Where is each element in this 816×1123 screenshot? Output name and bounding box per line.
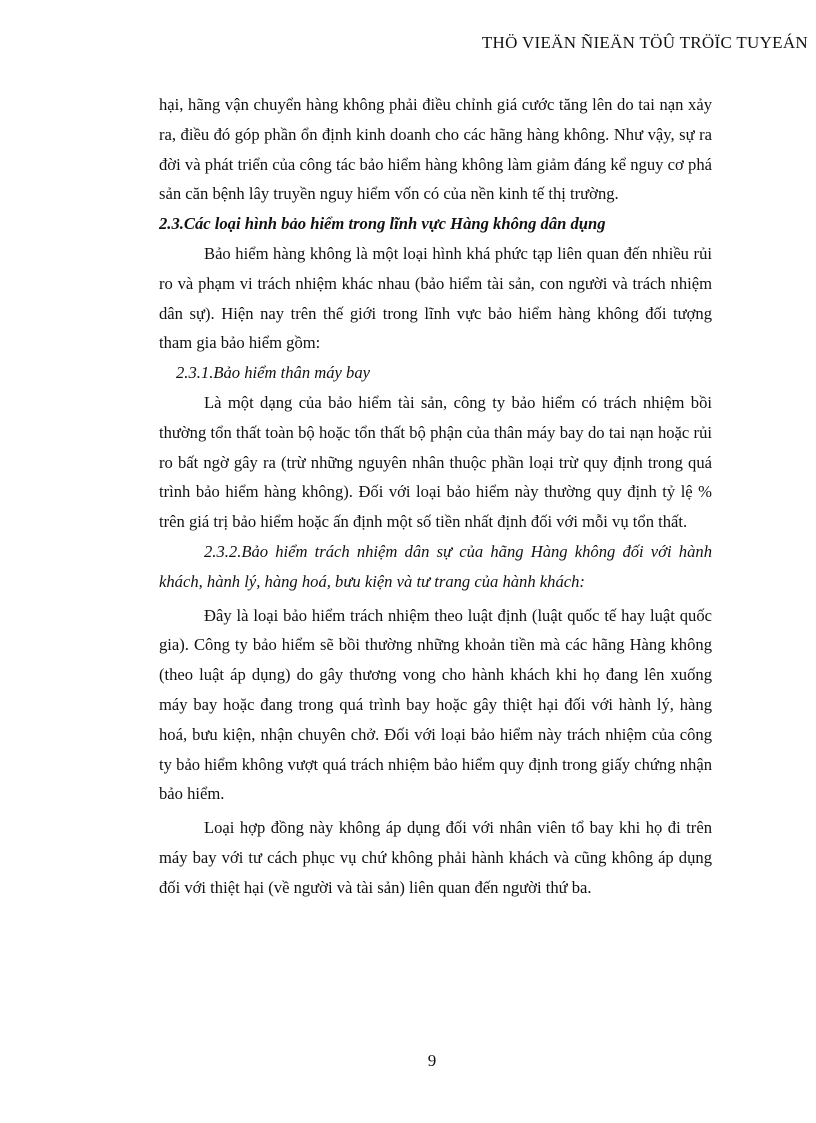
subsection-heading-2-3-1: 2.3.1.Bảo hiểm thân máy bay [176,363,371,383]
paragraph-liability-insurance: Đây là loại bảo hiểm trách nhiệm theo luật định (luật quốc tế hay luật quốc gia). Công ty bảo hiểm sẽ bồi thường những khoản tiền mà các hãng Hàng không (theo luật áp dụng) do gây thương vong cho hành khách khi họ đang lên xuống máy bay hoặc đang trong quá trình bay hoặc gây thiệt hại đối với hành lý, hàng hoá, bưu kiện, nhận chuyên chở. Đối với loại bảo hiểm này trách nhiệm của công ty bảo hiểm không vượt quá trách nhiệm bảo hiểm quy định trong giấy chứng nhận bảo hiểm. [159,605,712,804]
subsection-heading-2-3-2: 2.3.2.Bảo hiểm trách nhiệm dân sự của hãng Hàng không đối với hành khách, hành lý, hàng hoá, bưu kiện và tư trang của hành khách: [159,541,712,591]
section-heading-2-3: 2.3.Các loại hình bảo hiểm trong lĩnh vực Hàng không dân dụng [159,214,606,234]
running-header: THÖ VIEÄN ÑIEÄN TÖÛ TRÖÏC TUYEÁN [481,33,808,52]
page-number: 9 [427,1051,437,1070]
page-body [159,90,712,903]
paragraph-hull-insurance: Là một dạng của bảo hiểm tài sản, công ty bảo hiểm có trách nhiệm bồi thường tổn thất toàn bộ hoặc tổn thất bộ phận của thân máy bay do tai nạn hoặc rủi ro bất ngờ gây ra (trừ những nguyên nhân thuộc phần loại trừ quy định trong quá trình bảo hiểm hàng không). Đối với loại bảo hiểm này thường quy định tỷ lệ % trên giá trị bảo hiểm hoặc ấn định một số tiền nhất định đối với mỗi vụ tổn thất. [159,392,712,532]
paragraph-aviation-insurance-overview: Bảo hiểm hàng không là một loại hình khá phức tạp liên quan đến nhiều rủi ro và phạm vi trách nhiệm khác nhau (bảo hiểm tài sản, con người và trách nhiệm dân sự). Hiện nay trên thế giới trong lĩnh vực bảo hiểm hàng không đối tượng tham gia bảo hiểm gồm: [159,243,712,353]
paragraph-intro-continuation: hại, hãng vận chuyển hàng không phải điều chỉnh giá cước tăng lên do tai nạn xảy ra, điều đó góp phần ổn định kinh doanh cho các hãng hàng không. Như vậy, sự ra đời và phát triển của công tác bảo hiểm hàng không làm giảm đáng kể nguy cơ phá sản căn bệnh lây truyền nguy hiểm vốn có của nền kinh tế thị trường. [159,95,712,204]
paragraph-contract-exclusions: Loại hợp đồng này không áp dụng đối với nhân viên tổ bay khi họ đi trên máy bay với tư cách phục vụ chứ không phải hành khách và cũng không áp dụng đối với thiệt hại (về người và tài sản) liên quan đến người thứ ba. [159,818,712,897]
